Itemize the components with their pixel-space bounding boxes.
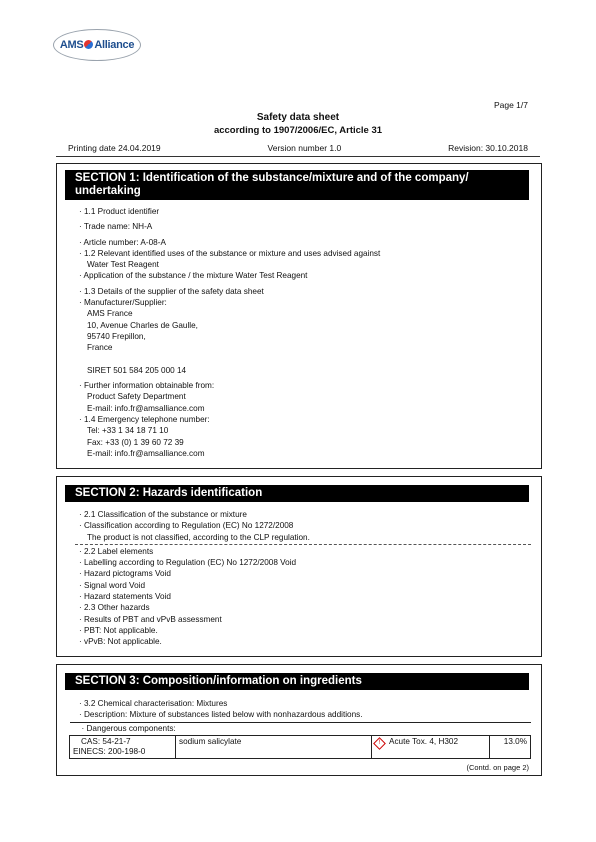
text-line: 95740 Frepillon, [87, 331, 146, 341]
logo-globe-icon [84, 40, 93, 49]
text-line: The product is not classified, according to the CLP regulation. [87, 532, 310, 542]
table-cell-percent: 13.0% [490, 736, 531, 759]
einecs-number: EINECS: 200-198-0 [73, 747, 146, 756]
text-line: France [87, 343, 113, 353]
text-line: · PBT: Not applicable. [79, 625, 158, 635]
text-line: · Manufacturer/Supplier: [79, 298, 167, 308]
table-cell-name: sodium salicylate [176, 736, 372, 759]
section-3 [56, 664, 542, 776]
logo-text-alliance: Alliance [94, 39, 135, 51]
text-line: AMS France [87, 309, 133, 319]
text-line: · 1.2 Relevant identified uses of the substance or mixture and uses advised against [79, 248, 381, 258]
text-line: Fax: +33 (0) 1 39 60 72 39 [87, 437, 184, 447]
text-line: E-mail: info.fr@amsalliance.com [87, 448, 205, 458]
text-line: · Results of PBT and vPvB assessment [79, 614, 222, 624]
text-line: · 2.2 Label elements [79, 546, 154, 556]
text-line: · Hazard pictograms Void [79, 569, 171, 579]
logo-text-ams: AMS [59, 39, 84, 51]
text-line: · Article number: A-08-A [79, 237, 166, 247]
text-line: 10, Avenue Charles de Gaulle, [87, 320, 198, 330]
text-line: E-mail: info.fr@amsalliance.com [87, 403, 205, 413]
text-line: Tel: +33 1 34 18 71 10 [87, 426, 169, 436]
text-line: · 1.3 Details of the supplier of the safety data sheet [79, 286, 264, 296]
text-line: · Description: Mixture of substances listed below with nonhazardous additions. [79, 710, 363, 720]
section-2-body [79, 509, 531, 648]
section-1 [56, 163, 542, 469]
text-line: · 2.1 Classification of the substance or mixture [79, 510, 247, 519]
cas-number: CAS: 54-21-7 [81, 737, 131, 746]
text-line: · Signal word Void [79, 580, 145, 590]
text-line: Water Test Reagent [87, 260, 159, 270]
document-meta [68, 143, 528, 153]
section-1-heading [65, 170, 529, 200]
continued-note: (Contd. on page 2) [466, 763, 529, 772]
document-subtitle: according to 1907/2006/EC, Article 31 [213, 125, 383, 136]
text-line: · Classification according to Regulation (EC) No 1272/2008 [79, 521, 294, 531]
section-2-heading: SECTION 2: Hazards identification [65, 485, 529, 502]
dashed-divider [75, 544, 531, 545]
document-title: Safety data sheet [256, 112, 340, 123]
hazard-exclamation-icon: ! [373, 737, 386, 750]
text-line: · Hazard statements Void [79, 592, 171, 602]
text-line: · Application of the substance / the mixture Water Test Reagent [79, 271, 308, 281]
text-line: · 3.2 Chemical characterisation: Mixtures [79, 699, 228, 708]
section-3-heading: SECTION 3: Composition/information on ingredients [65, 673, 529, 690]
text-line: SIRET 501 584 205 000 14 [87, 365, 187, 375]
text-line: Product Safety Department [87, 392, 186, 402]
table-row [70, 723, 531, 736]
section-1-title-line-2: undertaking [75, 185, 141, 197]
section-2 [56, 476, 542, 657]
table-row [70, 736, 531, 759]
text-line: · Trade name: NH-A [79, 222, 153, 232]
blank-line [79, 354, 531, 365]
printing-date: Printing date 24.04.2019 [68, 143, 161, 153]
section-1-body [79, 206, 531, 459]
hazard-class: Acute Tox. 4, H302 [389, 737, 459, 746]
section-3-body [79, 698, 531, 721]
text-line: · 1.1 Product identifier [79, 207, 160, 216]
table-cell-hazard [372, 736, 490, 759]
revision-date: Revision: 30.10.2018 [448, 143, 528, 153]
table-cell-ids [70, 736, 176, 759]
company-logo [53, 29, 141, 61]
text-line: · Further information obtainable from: [79, 381, 215, 391]
page-number: Page 1/7 [493, 100, 528, 110]
components-table [69, 722, 531, 759]
table-header-cell: · Dangerous components: [70, 723, 531, 736]
header-divider [56, 156, 540, 157]
text-line: · vPvB: Not applicable. [79, 637, 162, 647]
section-1-title-line-1: SECTION 1: Identification of the substance/mixture and of the company/ [75, 172, 469, 184]
text-line: · Labelling according to Regulation (EC) No 1272/2008 Void [79, 558, 297, 568]
text-line: · 1.4 Emergency telephone number: [79, 415, 210, 425]
version-number: Version number 1.0 [267, 143, 342, 153]
text-line: · 2.3 Other hazards [79, 603, 150, 613]
